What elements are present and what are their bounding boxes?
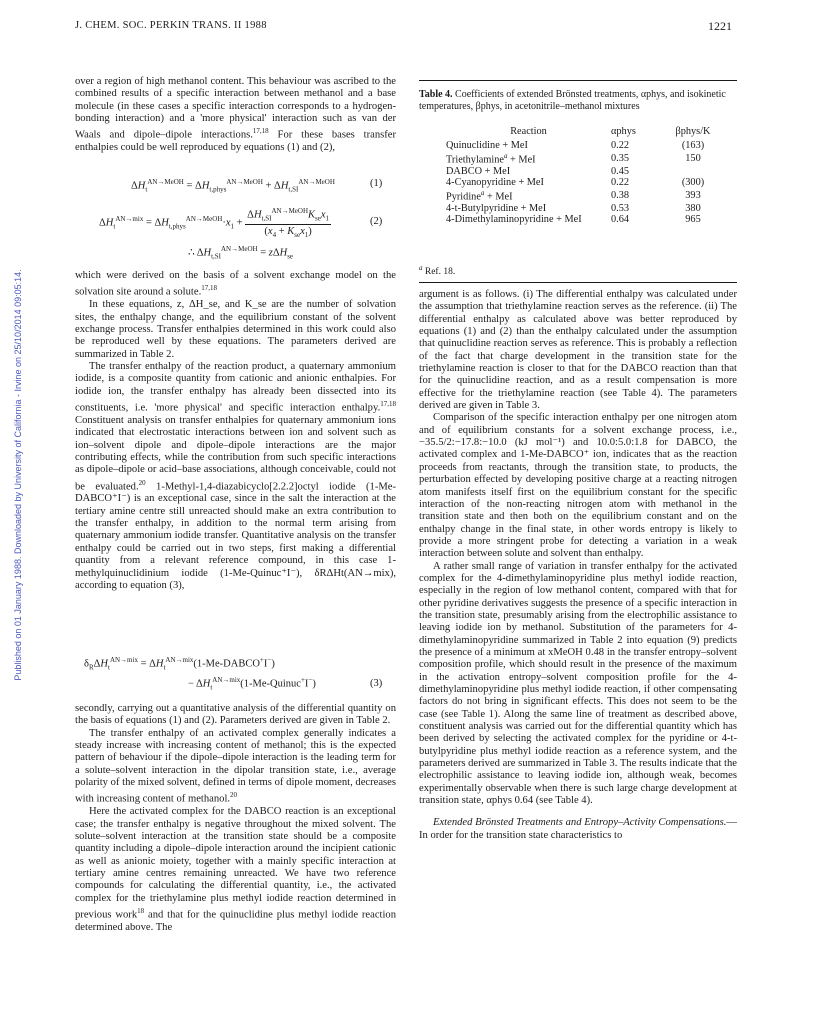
equation-3: $\delta_R\Delta H_t^{AN\to mix}$ = $\Delta H_t^{AN\to mix}(1-Me-DABCO^+I^-)$ bbox=[84, 656, 275, 672]
equation-1: $\Delta H_t^{AN\to MeOH} = \Delta H_{t,phys}^{AN\to MeOH} + \Delta H_{t,SI}^{AN\to MeOH}$ bbox=[131, 178, 335, 194]
equation-3-line2: − $\Delta H_t^{AN\to mix}(1-Me-Quinuc^+I^-)$ bbox=[188, 676, 316, 692]
right-paragraph-4: Extended Brönsted Treatments and Entropy–Activity Compensations.—In order for the transition state characteristics to bbox=[419, 817, 737, 841]
left-paragraph-6: The transfer enthalpy of an activated complex generally indicates a steady increase with increasing content of methanol; this is the expected pattern of behaviour if the dipole–dipole interaction is the leading term for a solute–solvent interaction in the dipolar transition state, i.e., average polarity of the mixed solvent, defined in terms of dipole moment, decreases with increasing content of methanol.$^{20}$ bbox=[75, 727, 396, 805]
table-header-row bbox=[446, 126, 723, 137]
download-watermark: Published on 01 January 1988. Downloaded by University of California - Irvine on 25/10/2014 09:05:14. bbox=[13, 269, 23, 681]
table-4-caption: Table 4. Coefficients of extended Brönsted treatments, αphys, and isokinetic temperatures, βphys, in acetonitrile–methanol mixtures bbox=[419, 89, 726, 112]
left-paragraph-1: over a region of high methanol content. This behaviour was ascribed to the combined results of a specific interaction between methanol and a base molecule (in these cases a specific interaction corresponds to a hydrogen-bonding interaction) and a 'more physical' interaction such as van der Waals and dipole–dipole interactions.$^{17,18}$ For these bases transfer enthalpies could be well reproduced by equations (1) and (2), bbox=[75, 76, 397, 154]
left-paragraph-2: which were derived on the basis of a solvent exchange model on the solvation site around a solute.$^{17,18}$ In these equations, z, ΔH_se, and K_se are the number of solvation sites, the enthalpy change, and the equilibrium constant of the solvent exchange process. Transfer enthalpies determined in this work could also be reproduced well by these equations. The parameters derived are summarized in Table 2. The transfer enthalpy of the reaction product, a quaternary ammonium iodide, is a composite quantity from cationic and anionic enthalpies. For iodide ion, the transfer enthalpy has already been dissected into its constituents, i.e. 'more physical' and specific interaction enthalpy.$^{17,18}$ Constituent analysis on transfer enthalpies for quaternary ammonium ions indicated that electrostatic interactions between ion and solvent such as ion–solvent dipole and dipole–dipole interactions are the major contributing effects, while the contribution from such specific interactions as dipole–dipole or acid–base associations, although conceivable, could not be evaluated.$^{20}$ 1-Methyl-1,4-diazabicyclo[2.2.2]octyl iodide (1-Me-DABCO⁺I⁻) is an exceptional case, since in the salt the interaction at the tertiary amine centre still unreacted should make an extra contribution to the transfer enthalpy, in addition to the normal term arising from quaternary ammonium iodide transfer. Quantitative analysis on the transfer enthalpy could be carried out in two steps, first making a differential quantity from a relevant reference compound, in this case 1-methylquinuclidinium iodide (1-Me-Quinuc⁺I⁻), δRΔHt(AN→mix), according to equation (3), bbox=[75, 270, 396, 591]
table-row: 4-t-Butylpyridine + MeI 0.53 380 bbox=[446, 203, 701, 215]
table-4-footnote: $^a$ Ref. 18. bbox=[419, 264, 456, 278]
table-bottom-rule bbox=[419, 282, 737, 283]
table-row: 4-Cyanopyridine + MeI 0.22 (300) bbox=[446, 177, 705, 189]
right-paragraph-2: Comparison of the specific interaction enthalpy per one nitrogen atom and of equilibrium constants for a solvent exchange process, i.e., −35.5/2:−17.8:−10.0 (kJ mol⁻¹) and 10.0:5.0:1.8 for DABCO, the activated complex and 1-Me-DABCO⁺ ion, indicates that as the reaction proceeds from reactants, through the transition state, to products, the perturbation effected by developing positive charge at a reacting nitrogen atom manifests itself first on the equilibrium constant for the specific interaction of the non-reacting nitrogen atom with methanol in the transition state and then both on the equilibrium constant and on the enthalpy change in the final state, in other words entropy is likely to provide a more stringent probe for detecting a variation in a weak interaction between solute and solvent than enthalpy. bbox=[419, 412, 737, 560]
table-row: DABCO + MeI 0.45 bbox=[446, 166, 630, 178]
table-top-rule bbox=[419, 80, 737, 81]
col-beta-header: βphys/K bbox=[675, 126, 711, 137]
table-4 bbox=[446, 126, 723, 225]
table-row: Quinuclidine + MeI 0.22 (163) bbox=[446, 140, 705, 152]
left-paragraph-3: In these equations, z, ΔH_se, and K_se are the number of solvation sites, the enthalpy change, and the equilibrium constant of the solvent exchange process. Transfer enthalpies determined in this work could also be reproduced well by these equations. The parameters derived are summarized in Table 2. bbox=[75, 299, 396, 360]
left-paragraph-7: Here the activated complex for the DABCO reaction is an exceptional case; the transfer enthalpy is negative throughout the mixed solvent. The solute–solvent interaction at the transition state should be a composite quantity including a dipole–dipole interaction around the incipient cationic as well as anionic moiety, together with a mainly specific interaction at tertiary amine centres remaining unreacted. We have two reference compounds for calculating the differential quantity, i.e., the activated complex for the triethylamine plus methyl iodide reaction determined in previous work$^{18}$ and that for the quinuclidine plus methyl iodide reaction determined above. The bbox=[75, 806, 396, 933]
equation-3-number: (3) bbox=[370, 678, 383, 689]
left-paragraph-4: The transfer enthalpy of the reaction product, a quaternary ammonium iodide, is a composite quantity from cationic and anionic enthalpies. For iodide ion, the transfer enthalpy has already been dissected into its constituents, i.e. 'more physical' and specific interaction enthalpy.$^{17,18}$ Constituent analysis on transfer enthalpies for quaternary ammonium ions indicated that electrostatic interactions between ion and solvent such as ion–solvent dipole and dipole–dipole interactions are the major contributing effects, while the contribution from such specific interactions as dipole–dipole or acid–base associations, although conceivable, could not be evaluated.$^{20}$ 1-Methyl-1,4-diazabicyclo[2.2.2]octyl iodide (1-Me-DABCO⁺I⁻) is an exceptional case, since in the salt the interaction at the tertiary amine centre still unreacted should make an extra contribution to the transfer enthalpy, in addition to the normal term arising from quaternary ammonium iodide transfer. Quantitative analysis on the transfer enthalpy could be carried out in two steps, first making a differential quantity from a relevant reference compound, in this case 1-methylquinuclidinium iodide (1-Me-Quinuc⁺I⁻), δRΔHt(AN→mix), according to equation (3), bbox=[75, 360, 396, 591]
running-header: J. CHEM. SOC. PERKIN TRANS. II 1988 bbox=[75, 20, 267, 31]
equation-2: $\Delta H_t^{AN\to mix} = \Delta H_{t,phys}^{AN\to MeOH}\cdot x_1$ + $\frac{\Delta H_{t,SI}^{AN\to MeOH}K_{se}x_1}{(x_4 + K_{se}x_1)}$ bbox=[99, 207, 330, 239]
right-paragraph-3: A rather small range of variation in transfer enthalpy for the activated complex for the 4-dimethylaminopyridine plus methyl iodide reaction, especially in the region of low methanol content, compared with that for other pyridine derivatives suggests the presence of a specific interaction in the transition state, presumably arising from the electrophilic assistance to leaving iodide ion by methanol. Substitution of the parameters for 4-dimethylaminopyridine summarized in Table 2 into equation (9) predicts the presence of a minimum at xMeOH 0.48 in the transfer entropy–solvent composition profile, which should result in the presence of the maximum in the activation entropy–solvent composition profile for the 4-dimethylaminopyridine plus methyl iodide reaction, if other compensating factors do not bring in significant effects. This does not seem to be the case (see Table 1). Along the same line of treatment as described above, constituent analysis was carried out for the differential quantity which has been derived by selecting the activated complex for the pyridine or 4-t-butylpyridine plus methyl iodide reaction as a reference system, and the parameters derived are summarized in Table 3. The results indicate that the electrophilic assistance to leaving iodide ion, although weak, becomes experimentally observable when there is such large charge development at transition state, αphys 0.64 (see Table 4). bbox=[419, 560, 737, 807]
col-reaction-header: Reaction bbox=[510, 126, 547, 137]
table-row: Pyridine$^a$ + MeI 0.38 393 bbox=[446, 189, 701, 203]
equation-2b: ∴ $\Delta H_{t,SI}^{AN\to MeOH} = z\Delta H_{se}$ bbox=[188, 245, 294, 261]
left-paragraph-5: secondly, carrying out a quantitative analysis of the differential quantity on the basis of equations (1) and (2). Parameters derived are given in Table 2. The transfer enthalpy of an activated complex generally indicates a steady increase with increasing content of methanol; this is the expected pattern of behaviour if the dipole–dipole interaction is the leading term for a solute–solvent interaction in the dipolar transition state, i.e., average polarity of the mixed solvent, defined in terms of dipole moment, decreases with increasing content of methanol.$^{20}$ Here the activated complex for the DABCO reaction is an exceptional case; the transfer enthalpy is negative throughout the mixed solvent. The solute–solvent interaction at the transition state should be a composite quantity including a dipole–dipole interaction around the incipient cationic as well as anionic moiety, together with a mainly specific interaction at tertiary amine centres remaining unreacted. We have two reference compounds for calculating the differential quantity, i.e., the activated complex for the triethylamine plus methyl iodide reaction determined in previous work$^{18}$ and that for the quinuclidine plus methyl iodide reaction determined above. The bbox=[75, 703, 396, 933]
right-column-text bbox=[419, 289, 737, 842]
table-row: 4-Dimethylaminopyridine + MeI 0.64 965 bbox=[446, 214, 701, 226]
right-paragraph-1: argument is as follows. (i) The differential enthalpy was calculated under the assumption that triethylamine reaction serves as the reference. (ii) The differential enthalpy as calculated above was better reproduced by equations (1) and (2) than the enthalpy calculated under the assumption that quinuclidine reaction serves as reference. This is probably a reflection of the fact that charge development in the transition state for the triethylamine reaction is closer to that for the DABCO reaction than that for the quinuclidine reaction, and as a result compensation is more effective for the triethylamine reaction (see Table 4). The parameters derived are given in Table 3. bbox=[419, 289, 737, 412]
page-number: 1221 bbox=[708, 19, 732, 33]
table-row: Triethylamine$^a$ + MeI 0.35 150 bbox=[446, 152, 701, 166]
col-alpha-header: αphys bbox=[611, 126, 636, 137]
equation-1-number: (1) bbox=[370, 178, 383, 189]
equation-2-number: (2) bbox=[370, 216, 383, 227]
